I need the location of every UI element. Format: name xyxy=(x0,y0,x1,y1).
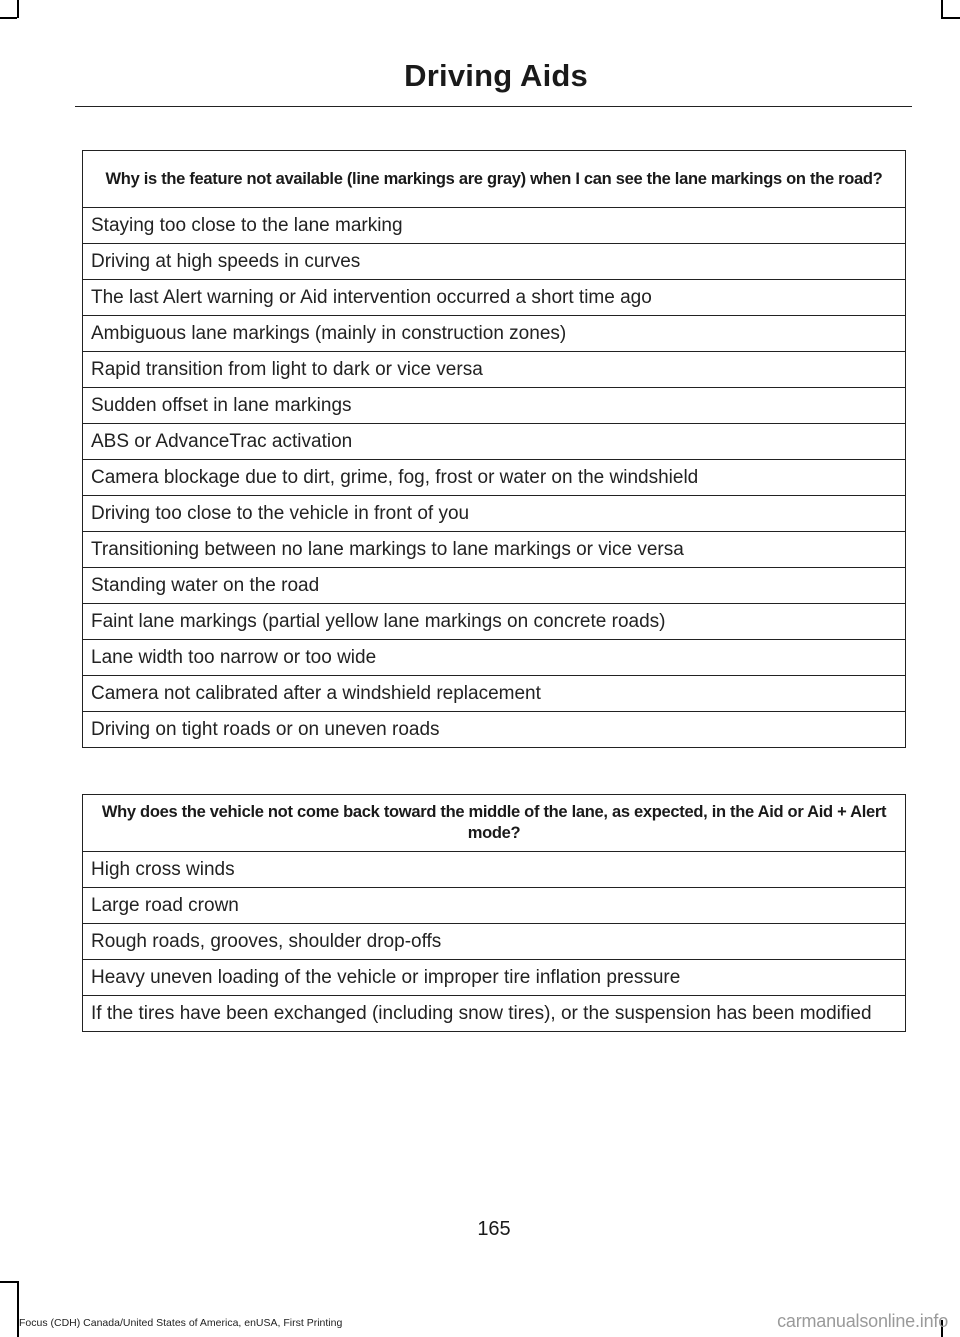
faq-table-vehicle-not-centering xyxy=(82,794,906,1032)
table-row xyxy=(83,316,906,352)
table-cell: Faint lane markings (partial yellow lane markings on concrete roads) xyxy=(83,604,906,640)
table-row xyxy=(83,352,906,388)
table-cell: Lane width too narrow or too wide xyxy=(83,640,906,676)
table-cell: Camera blockage due to dirt, grime, fog, frost or water on the windshield xyxy=(83,460,906,496)
table-row xyxy=(83,208,906,244)
table-cell: Staying too close to the lane marking xyxy=(83,208,906,244)
page-number: 165 xyxy=(477,1218,511,1240)
page-title: Driving Aids xyxy=(404,58,588,93)
table-row xyxy=(83,388,906,424)
table-heading: Why does the vehicle not come back toward the middle of the lane, as expected, in the Aid or Aid + Alert mode? xyxy=(83,795,906,852)
table-cell: Driving too close to the vehicle in front of you xyxy=(83,496,906,532)
table-row xyxy=(83,280,906,316)
table-cell: Heavy uneven loading of the vehicle or improper tire inflation pressure xyxy=(83,960,906,996)
table-row xyxy=(83,424,906,460)
table-row xyxy=(83,640,906,676)
publication-footer: Focus (CDH) Canada/United States of America, enUSA, First Printing xyxy=(19,1317,343,1329)
table-cell: High cross winds xyxy=(83,852,906,888)
table-row xyxy=(83,532,906,568)
table-cell: Rough roads, grooves, shoulder drop-offs xyxy=(83,924,906,960)
table-row xyxy=(83,676,906,712)
table-cell: Transitioning between no lane markings to lane markings or vice versa xyxy=(83,532,906,568)
crop-mark-top-right xyxy=(941,17,960,19)
crop-mark-top-left xyxy=(0,17,17,19)
crop-mark-top-left xyxy=(17,0,19,18)
table-cell: Driving at high speeds in curves xyxy=(83,244,906,280)
table-cell: Large road crown xyxy=(83,888,906,924)
table-row xyxy=(83,496,906,532)
table-cell: If the tires have been exchanged (including snow tires), or the suspension has been modified xyxy=(83,996,906,1032)
table-row xyxy=(83,924,906,960)
title-divider xyxy=(75,106,912,107)
table-row xyxy=(83,960,906,996)
table-cell: Rapid transition from light to dark or vice versa xyxy=(83,352,906,388)
table-row xyxy=(83,996,906,1032)
table-cell: Standing water on the road xyxy=(83,568,906,604)
table-row xyxy=(83,568,906,604)
table-row xyxy=(83,460,906,496)
table-cell: Ambiguous lane markings (mainly in construction zones) xyxy=(83,316,906,352)
table-heading: Why is the feature not available (line markings are gray) when I can see the lane markings on the road? xyxy=(83,151,906,208)
table-row xyxy=(83,604,906,640)
table-row xyxy=(83,244,906,280)
faq-table-feature-unavailable xyxy=(82,150,906,748)
table-row xyxy=(83,888,906,924)
table-cell: The last Alert warning or Aid intervention occurred a short time ago xyxy=(83,280,906,316)
table-cell: Driving on tight roads or on uneven roads xyxy=(83,712,906,748)
table-row xyxy=(83,712,906,748)
table-row xyxy=(83,852,906,888)
crop-mark-top-right xyxy=(941,0,943,18)
table-cell: ABS or AdvanceTrac activation xyxy=(83,424,906,460)
table-cell: Sudden offset in lane markings xyxy=(83,388,906,424)
watermark: carmanualsonline.info xyxy=(777,1311,948,1331)
crop-mark-bottom-left xyxy=(0,1281,17,1283)
table-cell: Camera not calibrated after a windshield replacement xyxy=(83,676,906,712)
